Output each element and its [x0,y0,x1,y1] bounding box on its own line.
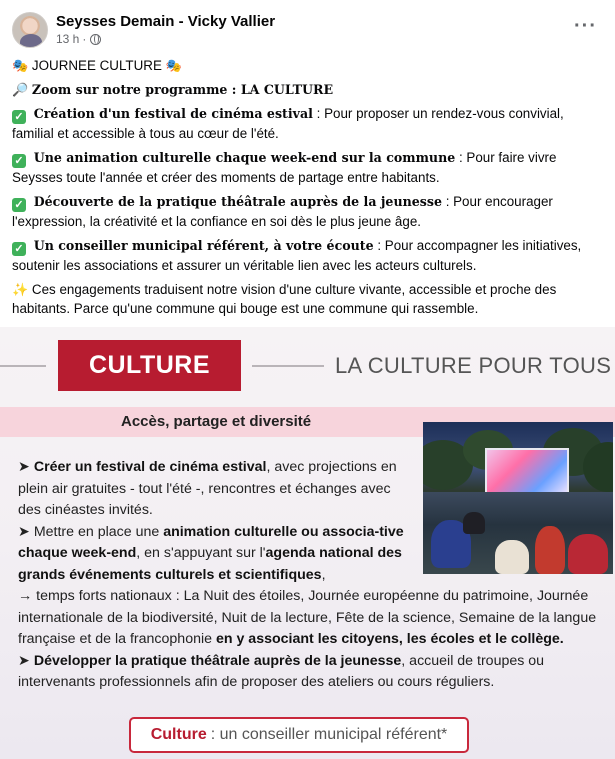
list-item [12,148,604,187]
list-item [12,192,604,231]
tagline: LA CULTURE POUR TOUS [335,353,612,378]
check-icon: ✓ [12,242,26,256]
program-item: → temps forts nationaux : La Nuit des étoiles, Journée européenne du patrimoine, Journée internationale de la biodiversité, Nuit de la lecture, Fête de la science, Semaine de la langue française et de la francophonie en y associant les citoyens, les écoles et le collège. [18,588,597,647]
closing-line [12,280,604,318]
arrow-icon: ➤ [18,459,30,475]
check-icon: ✓ [12,198,26,212]
item-bold: Un conseiller municipal référent, à votre écoute [33,238,374,253]
referent-box [129,717,469,753]
post-title-line [12,56,604,75]
theater-mask-icon: 🎭 [12,58,29,73]
post-title: JOURNEE CULTURE [31,58,162,73]
band-title: Accès, partage et diversité [121,413,312,430]
item-bold: Une animation culturelle chaque week-end sur la commune [33,150,456,165]
magnifier-icon: 🔎 [12,82,29,97]
zoom-line [12,80,604,99]
post-text [12,56,604,323]
closing-text: Ces engagements traduisent notre vision d'une culture vivante, accessible et proche des habitants. Parce qu'une commune qui bouge est une commune qui rassemble. [12,282,557,316]
check-icon: ✓ [12,110,26,124]
sparkles-icon: ✨ [12,282,29,297]
arrow-icon: → [18,588,33,604]
program-text [18,457,608,694]
author-name[interactable]: Seysses Demain - Vicky Vallier [56,13,276,30]
culture-heading: CULTURE [58,340,241,391]
list-item [12,104,604,143]
item-text: : Pour faire vivre Seysses toute l'année et créer des moments de partage entre habitants. [12,150,557,185]
program-item: ➤ Développer la pratique théâtrale auprès de la jeunesse, accueil de troupes ou intervenants professionnels afin de proposer des ateliers ou cours réguliers. [18,652,545,690]
item-bold: Création d'un festival de cinéma estival [33,106,313,121]
divider [0,365,46,367]
more-options-icon[interactable]: ··· [574,15,597,37]
post-meta: 13 h · [56,32,101,46]
post-header [0,0,615,56]
theater-mask-icon: 🎭 [165,58,182,73]
referent-bold: Culture [150,726,207,743]
arrow-icon: ➤ [18,523,30,540]
check-icon: ✓ [12,154,26,168]
item-text: : Pour accompagner les initiatives, soutenir les associations et assurer un véritable lien avec les acteurs culturels. [12,238,582,273]
arrow-icon: ➤ [18,652,30,669]
zoom-text: Zoom sur notre programme : LA CULTURE [31,82,334,97]
program-item: ➤ Créer un festival de cinéma estival, avec projections en plein air gratuites - tout l'été -, rencontres et échanges avec des cinéastes invités. [18,459,397,518]
referent-text: : un conseiller municipal référent* [210,726,448,743]
globe-icon [90,34,101,45]
program-item: ➤ Mettre en place une animation culturelle ou associa-tive chaque week-end, en s'appuyant sur l'agenda national des grands événements culturels et scientifiques, [18,523,404,583]
divider [252,365,324,367]
item-bold: Découverte de la pratique théâtrale auprès de la jeunesse [33,194,442,209]
post-time[interactable]: 13 h [56,32,80,46]
item-text: : Pour proposer un rendez-vous convivial, familial et accessible à tous au cœur de l'été. [12,106,564,141]
post-image[interactable] [0,327,615,759]
avatar[interactable] [12,12,48,48]
item-text: : Pour encourager l'expression, la créativité et la confiance en soi dès le plus jeune âge. [12,194,553,229]
list-item [12,236,604,275]
